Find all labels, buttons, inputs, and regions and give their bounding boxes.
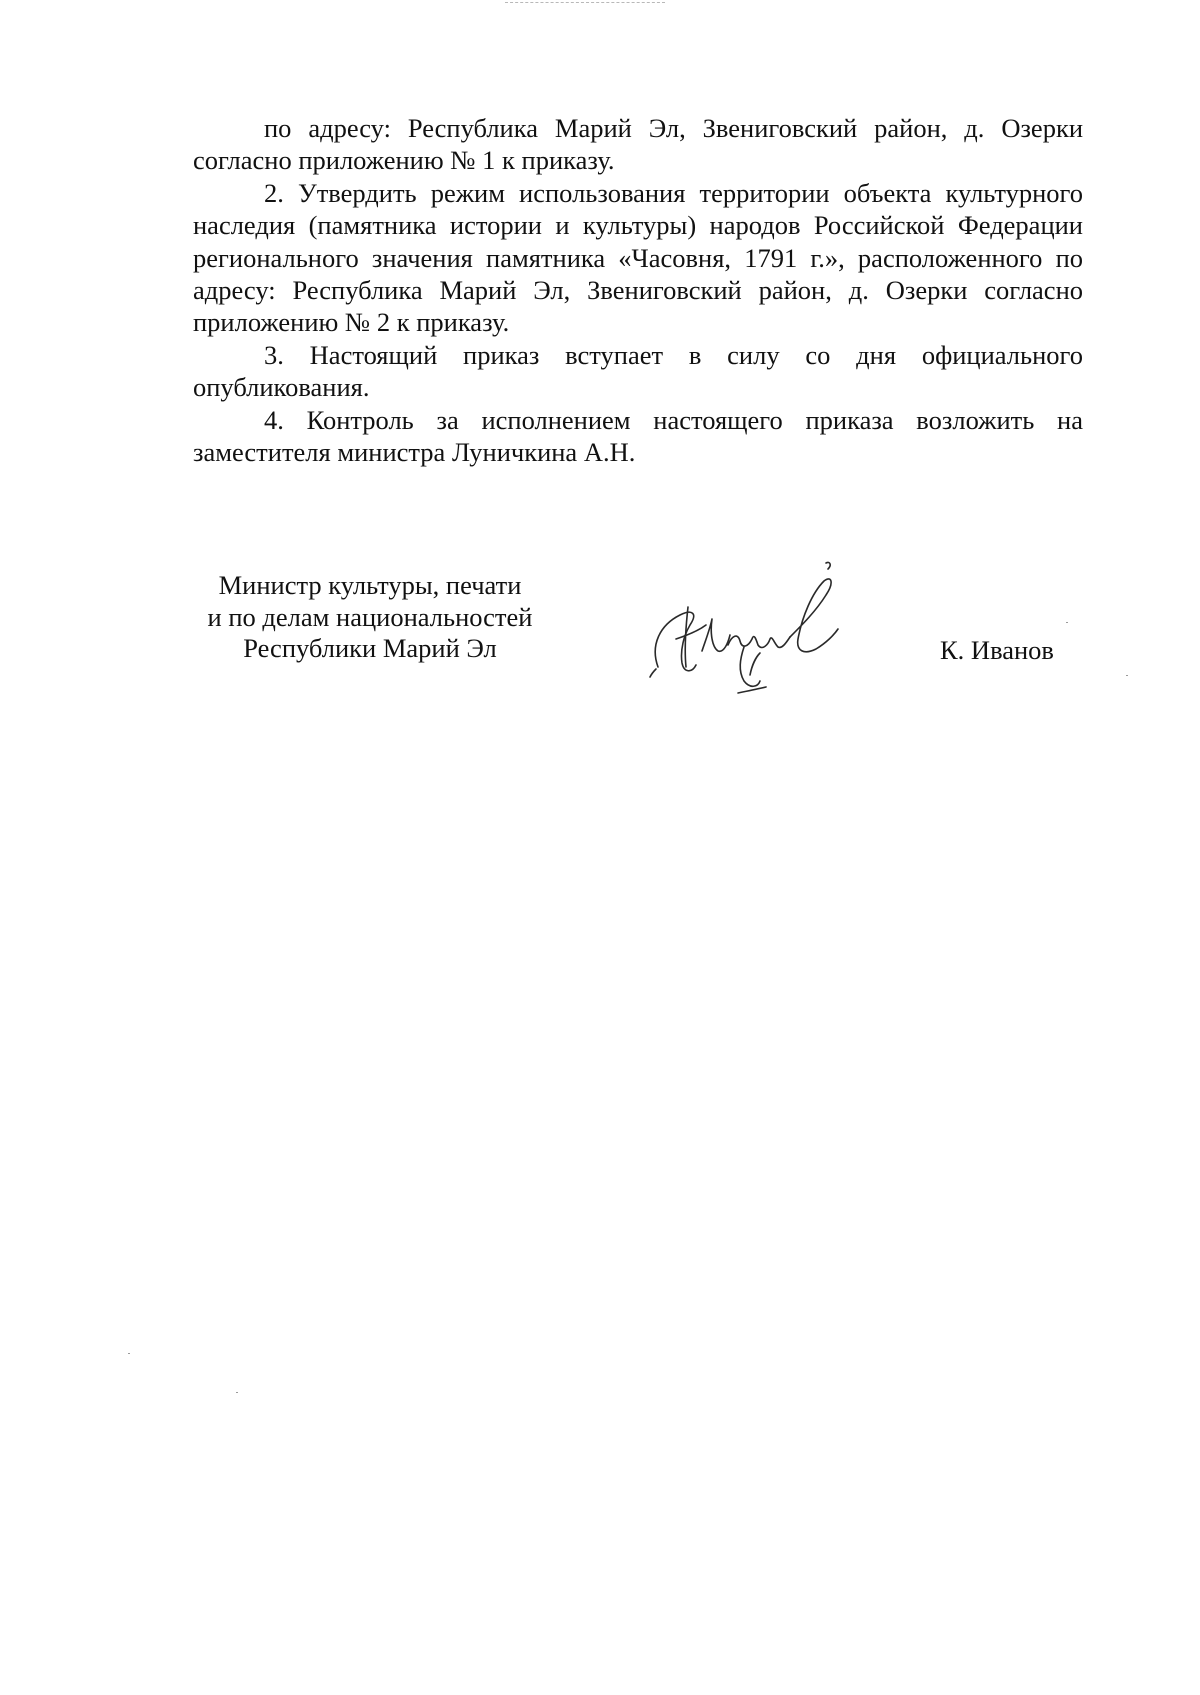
scan-speck [128, 1353, 130, 1354]
position-line-3: Республики Марий Эл [243, 633, 497, 663]
scan-speck [1126, 675, 1128, 676]
paragraph-item-4: 4. Контроль за исполнением настоящего приказа возложить на заместителя министра Луничкина А.Н. [193, 404, 1083, 468]
paragraph-continuation: по адресу: Республика Марий Эл, Звениговский район, д. Озерки согласно приложению № 1 к приказу. [193, 113, 1083, 176]
signer-position [150, 570, 590, 665]
order-body [193, 112, 1083, 468]
scan-speck [236, 1392, 238, 1393]
signer-name: К. Иванов [940, 635, 1054, 665]
scan-edge-mark [505, 2, 665, 7]
paragraph-item-3: 3. Настоящий приказ вступает в силу со дня официального опубликования. [193, 339, 1083, 403]
handwritten-signature [640, 555, 890, 705]
signature-block [0, 570, 1200, 720]
position-line-2: и по делам национальностей [207, 601, 533, 632]
position-line-1: Министр культуры, печати [218, 570, 522, 600]
paragraph-item-2: 2. Утвердить режим использования территории объекта культурного наследия (памятника истории и культуры) народов Российской Федерации регионального значения памятника «Часовня, 1791 г.», расположенного по адресу: Республика Марий Эл, Звениговский район, д. Озерки согласно приложению № 2 к приказу. [193, 177, 1083, 338]
scan-speck [1066, 622, 1068, 623]
